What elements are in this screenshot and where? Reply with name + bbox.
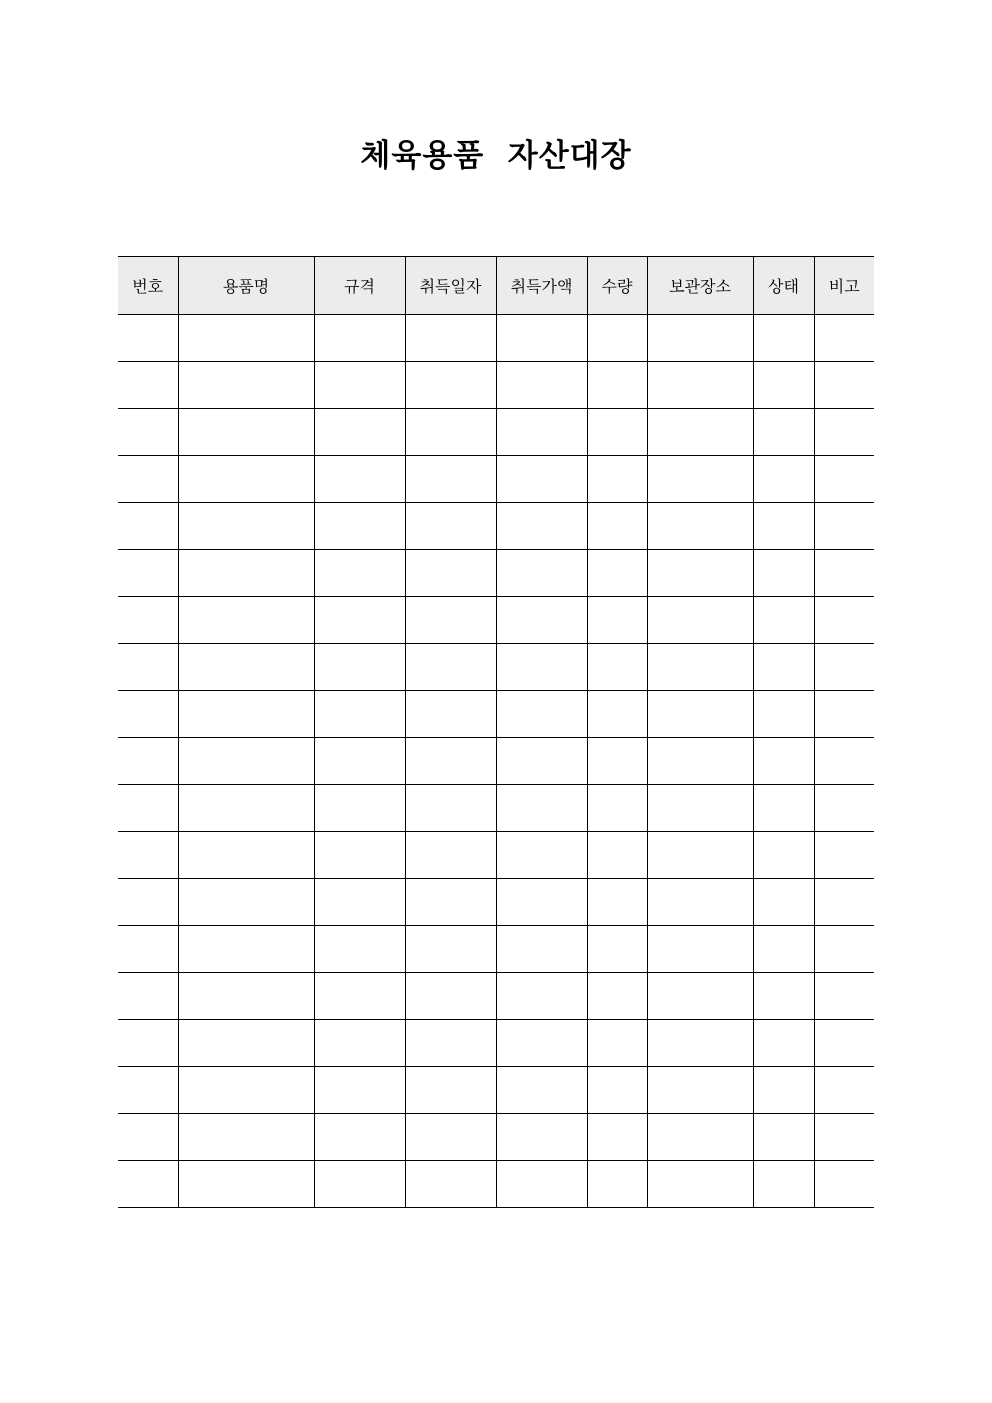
cell-number[interactable] [118,503,178,550]
cell-remarks[interactable] [814,597,874,644]
cell-specification[interactable] [314,738,405,785]
cell-storage-location[interactable] [647,1067,753,1114]
cell-specification[interactable] [314,644,405,691]
cell-specification[interactable] [314,1161,405,1208]
cell-specification[interactable] [314,315,405,362]
cell-item-name[interactable] [178,879,314,926]
table-body [118,315,874,1208]
column-header-condition: 상태 [753,257,814,315]
cell-specification[interactable] [314,1020,405,1067]
table-row [118,973,874,1020]
cell-number[interactable] [118,644,178,691]
cell-acquisition-cost[interactable] [496,973,587,1020]
cell-storage-location[interactable] [647,315,753,362]
cell-item-name[interactable] [178,597,314,644]
cell-acquisition-date[interactable] [405,691,496,738]
cell-condition[interactable] [753,456,814,503]
cell-acquisition-date[interactable] [405,1020,496,1067]
cell-number[interactable] [118,597,178,644]
cell-specification[interactable] [314,503,405,550]
cell-remarks[interactable] [814,644,874,691]
cell-specification[interactable] [314,362,405,409]
table-row [118,926,874,973]
cell-storage-location[interactable] [647,644,753,691]
cell-quantity[interactable] [587,644,647,691]
cell-remarks[interactable] [814,456,874,503]
document-title: 체육용품 자산대장 [360,138,632,174]
cell-acquisition-date[interactable] [405,409,496,456]
cell-condition[interactable] [753,1020,814,1067]
cell-acquisition-cost[interactable] [496,691,587,738]
cell-condition[interactable] [753,362,814,409]
cell-acquisition-cost[interactable] [496,785,587,832]
cell-remarks[interactable] [814,503,874,550]
cell-remarks[interactable] [814,973,874,1020]
table-header-row [118,257,874,315]
cell-item-name[interactable] [178,785,314,832]
cell-quantity[interactable] [587,409,647,456]
cell-item-name[interactable] [178,1067,314,1114]
cell-quantity[interactable] [587,1067,647,1114]
cell-item-name[interactable] [178,456,314,503]
cell-quantity[interactable] [587,362,647,409]
cell-quantity[interactable] [587,832,647,879]
cell-condition[interactable] [753,1161,814,1208]
cell-specification[interactable] [314,1067,405,1114]
cell-specification[interactable] [314,926,405,973]
column-header-remarks: 비고 [814,257,874,315]
cell-storage-location[interactable] [647,1114,753,1161]
cell-quantity[interactable] [587,926,647,973]
cell-specification[interactable] [314,785,405,832]
table-row [118,1067,874,1114]
cell-remarks[interactable] [814,879,874,926]
cell-remarks[interactable] [814,362,874,409]
cell-acquisition-cost[interactable] [496,409,587,456]
cell-number[interactable] [118,973,178,1020]
cell-remarks[interactable] [814,691,874,738]
cell-acquisition-cost[interactable] [496,738,587,785]
cell-remarks[interactable] [814,1020,874,1067]
cell-quantity[interactable] [587,503,647,550]
cell-acquisition-date[interactable] [405,315,496,362]
cell-acquisition-date[interactable] [405,926,496,973]
cell-item-name[interactable] [178,550,314,597]
column-header-quantity: 수량 [587,257,647,315]
cell-quantity[interactable] [587,597,647,644]
cell-remarks[interactable] [814,550,874,597]
cell-condition[interactable] [753,550,814,597]
cell-storage-location[interactable] [647,785,753,832]
table-row [118,1020,874,1067]
cell-acquisition-date[interactable] [405,503,496,550]
table-row [118,644,874,691]
cell-number[interactable] [118,926,178,973]
cell-acquisition-cost[interactable] [496,879,587,926]
cell-specification[interactable] [314,691,405,738]
cell-condition[interactable] [753,1114,814,1161]
cell-acquisition-date[interactable] [405,1067,496,1114]
cell-number[interactable] [118,315,178,362]
cell-remarks[interactable] [814,832,874,879]
cell-storage-location[interactable] [647,1161,753,1208]
cell-quantity[interactable] [587,315,647,362]
cell-item-name[interactable] [178,691,314,738]
cell-acquisition-cost[interactable] [496,456,587,503]
cell-item-name[interactable] [178,738,314,785]
cell-item-name[interactable] [178,1161,314,1208]
cell-number[interactable] [118,456,178,503]
table-row [118,879,874,926]
column-header-item-name: 용품명 [178,257,314,315]
cell-acquisition-cost[interactable] [496,315,587,362]
cell-storage-location[interactable] [647,456,753,503]
cell-remarks[interactable] [814,926,874,973]
cell-condition[interactable] [753,926,814,973]
cell-acquisition-cost[interactable] [496,926,587,973]
cell-quantity[interactable] [587,1020,647,1067]
cell-remarks[interactable] [814,738,874,785]
table-row [118,315,874,362]
cell-number[interactable] [118,362,178,409]
table-row [118,1114,874,1161]
cell-remarks[interactable] [814,785,874,832]
cell-acquisition-cost[interactable] [496,1067,587,1114]
cell-item-name[interactable] [178,1020,314,1067]
cell-storage-location[interactable] [647,409,753,456]
cell-remarks[interactable] [814,1161,874,1208]
cell-acquisition-cost[interactable] [496,644,587,691]
table-row [118,456,874,503]
cell-condition[interactable] [753,973,814,1020]
cell-item-name[interactable] [178,832,314,879]
cell-number[interactable] [118,1161,178,1208]
column-header-specification: 규격 [314,257,405,315]
cell-acquisition-cost[interactable] [496,597,587,644]
cell-condition[interactable] [753,832,814,879]
cell-acquisition-date[interactable] [405,738,496,785]
cell-acquisition-date[interactable] [405,1114,496,1161]
cell-quantity[interactable] [587,738,647,785]
cell-number[interactable] [118,738,178,785]
cell-quantity[interactable] [587,973,647,1020]
cell-acquisition-date[interactable] [405,1161,496,1208]
cell-acquisition-date[interactable] [405,832,496,879]
cell-number[interactable] [118,1114,178,1161]
cell-item-name[interactable] [178,503,314,550]
table-row [118,550,874,597]
cell-number[interactable] [118,691,178,738]
cell-condition[interactable] [753,879,814,926]
cell-specification[interactable] [314,1114,405,1161]
cell-condition[interactable] [753,503,814,550]
cell-condition[interactable] [753,597,814,644]
table-row [118,597,874,644]
cell-specification[interactable] [314,832,405,879]
cell-acquisition-cost[interactable] [496,503,587,550]
cell-item-name[interactable] [178,1114,314,1161]
table-row [118,503,874,550]
cell-storage-location[interactable] [647,503,753,550]
cell-acquisition-cost[interactable] [496,362,587,409]
cell-remarks[interactable] [814,409,874,456]
cell-quantity[interactable] [587,456,647,503]
cell-specification[interactable] [314,973,405,1020]
cell-number[interactable] [118,785,178,832]
cell-condition[interactable] [753,785,814,832]
table-row [118,362,874,409]
table-row [118,409,874,456]
cell-storage-location[interactable] [647,738,753,785]
cell-acquisition-date[interactable] [405,362,496,409]
cell-storage-location[interactable] [647,832,753,879]
cell-condition[interactable] [753,409,814,456]
cell-storage-location[interactable] [647,973,753,1020]
table-row [118,832,874,879]
cell-quantity[interactable] [587,691,647,738]
cell-acquisition-cost[interactable] [496,1114,587,1161]
cell-remarks[interactable] [814,1114,874,1161]
table-row [118,691,874,738]
cell-acquisition-date[interactable] [405,597,496,644]
cell-condition[interactable] [753,644,814,691]
cell-number[interactable] [118,832,178,879]
cell-quantity[interactable] [587,1114,647,1161]
cell-specification[interactable] [314,409,405,456]
cell-acquisition-cost[interactable] [496,550,587,597]
cell-acquisition-date[interactable] [405,879,496,926]
cell-storage-location[interactable] [647,550,753,597]
cell-storage-location[interactable] [647,691,753,738]
cell-specification[interactable] [314,879,405,926]
cell-condition[interactable] [753,738,814,785]
cell-quantity[interactable] [587,879,647,926]
cell-number[interactable] [118,879,178,926]
cell-condition[interactable] [753,691,814,738]
cell-storage-location[interactable] [647,362,753,409]
cell-number[interactable] [118,550,178,597]
cell-specification[interactable] [314,456,405,503]
cell-specification[interactable] [314,597,405,644]
cell-acquisition-cost[interactable] [496,1020,587,1067]
column-header-number: 번호 [118,257,178,315]
cell-acquisition-date[interactable] [405,550,496,597]
cell-quantity[interactable] [587,785,647,832]
cell-acquisition-cost[interactable] [496,832,587,879]
cell-acquisition-date[interactable] [405,973,496,1020]
cell-item-name[interactable] [178,926,314,973]
cell-condition[interactable] [753,315,814,362]
cell-storage-location[interactable] [647,879,753,926]
cell-item-name[interactable] [178,409,314,456]
cell-number[interactable] [118,409,178,456]
cell-condition[interactable] [753,1067,814,1114]
cell-item-name[interactable] [178,973,314,1020]
cell-specification[interactable] [314,550,405,597]
cell-acquisition-date[interactable] [405,785,496,832]
cell-acquisition-date[interactable] [405,456,496,503]
column-header-storage-location: 보관장소 [647,257,753,315]
cell-item-name[interactable] [178,644,314,691]
column-header-acquisition-date: 취득일자 [405,257,496,315]
cell-item-name[interactable] [178,315,314,362]
cell-acquisition-date[interactable] [405,644,496,691]
cell-number[interactable] [118,1020,178,1067]
column-header-acquisition-cost: 취득가액 [496,257,587,315]
table-row [118,738,874,785]
cell-acquisition-cost[interactable] [496,1161,587,1208]
cell-quantity[interactable] [587,1161,647,1208]
cell-quantity[interactable] [587,550,647,597]
cell-number[interactable] [118,1067,178,1114]
cell-remarks[interactable] [814,315,874,362]
cell-storage-location[interactable] [647,926,753,973]
cell-item-name[interactable] [178,362,314,409]
asset-ledger-table [118,256,874,1208]
cell-remarks[interactable] [814,1067,874,1114]
cell-storage-location[interactable] [647,597,753,644]
table-row [118,785,874,832]
table-row [118,1161,874,1208]
cell-storage-location[interactable] [647,1020,753,1067]
